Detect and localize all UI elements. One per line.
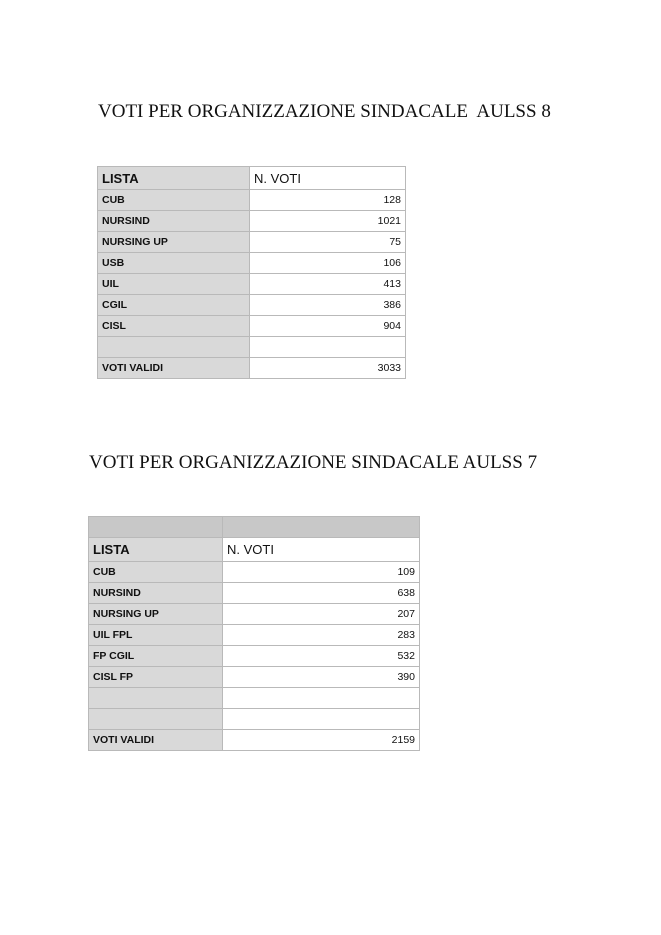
- vote-count-cell: 532: [223, 646, 420, 667]
- band-cell: [89, 517, 223, 538]
- vote-count-cell: 413: [250, 274, 406, 295]
- list-name-cell: FP CGIL: [89, 646, 223, 667]
- vote-count-cell: 386: [250, 295, 406, 316]
- band-cell: [223, 517, 420, 538]
- vote-count-cell: 128: [250, 190, 406, 211]
- table-row: [98, 211, 406, 232]
- table-row: [98, 295, 406, 316]
- vote-count-cell: 390: [223, 667, 420, 688]
- list-name-cell: CISL FP: [89, 667, 223, 688]
- table-row: [89, 646, 420, 667]
- votes-table-aulss-8: [97, 166, 406, 379]
- total-value-cell: 2159: [223, 730, 420, 751]
- table-row-total: [98, 358, 406, 379]
- table-row-empty: [98, 337, 406, 358]
- vote-count-cell: 638: [223, 583, 420, 604]
- list-name-cell: NURSING UP: [98, 232, 250, 253]
- vote-count-cell: [223, 709, 420, 730]
- table-header-row: [98, 167, 406, 190]
- column-header-voti: N. VOTI: [223, 538, 420, 562]
- list-name-cell: NURSIND: [98, 211, 250, 232]
- table-row: [98, 232, 406, 253]
- column-header-voti: N. VOTI: [250, 167, 406, 190]
- total-label-cell: VOTI VALIDI: [89, 730, 223, 751]
- total-label-cell: VOTI VALIDI: [98, 358, 250, 379]
- vote-count-cell: [250, 337, 406, 358]
- vote-count-cell: [223, 688, 420, 709]
- votes-table-aulss-7: [88, 516, 420, 751]
- list-name-cell: NURSIND: [89, 583, 223, 604]
- column-header-lista: LISTA: [89, 538, 223, 562]
- table-row-empty: [89, 688, 420, 709]
- table-row-total: [89, 730, 420, 751]
- vote-count-cell: 283: [223, 625, 420, 646]
- list-name-cell: CISL: [98, 316, 250, 337]
- vote-count-cell: 106: [250, 253, 406, 274]
- list-name-cell: CUB: [98, 190, 250, 211]
- table-row: [98, 253, 406, 274]
- list-name-cell: CUB: [89, 562, 223, 583]
- list-name-cell: UIL FPL: [89, 625, 223, 646]
- section-title-aulss-7: VOTI PER ORGANIZZAZIONE SINDACALE AULSS 7: [89, 452, 538, 473]
- section-title-aulss-8: VOTI PER ORGANIZZAZIONE SINDACALE AULSS 8: [98, 101, 551, 122]
- table-row: [89, 583, 420, 604]
- vote-count-cell: 904: [250, 316, 406, 337]
- table-row: [89, 604, 420, 625]
- list-name-cell: CGIL: [98, 295, 250, 316]
- vote-count-cell: 109: [223, 562, 420, 583]
- vote-count-cell: 1021: [250, 211, 406, 232]
- list-name-cell: [89, 709, 223, 730]
- table-row: [89, 562, 420, 583]
- column-header-lista: LISTA: [98, 167, 250, 190]
- table-row: [98, 190, 406, 211]
- list-name-cell: [98, 337, 250, 358]
- table-row: [98, 316, 406, 337]
- table-top-band: [89, 517, 420, 538]
- table-header-row: [89, 538, 420, 562]
- vote-count-cell: 75: [250, 232, 406, 253]
- total-value-cell: 3033: [250, 358, 406, 379]
- list-name-cell: USB: [98, 253, 250, 274]
- table-row: [89, 667, 420, 688]
- list-name-cell: [89, 688, 223, 709]
- table-row: [98, 274, 406, 295]
- list-name-cell: UIL: [98, 274, 250, 295]
- table-row-empty: [89, 709, 420, 730]
- list-name-cell: NURSING UP: [89, 604, 223, 625]
- table-row: [89, 625, 420, 646]
- vote-count-cell: 207: [223, 604, 420, 625]
